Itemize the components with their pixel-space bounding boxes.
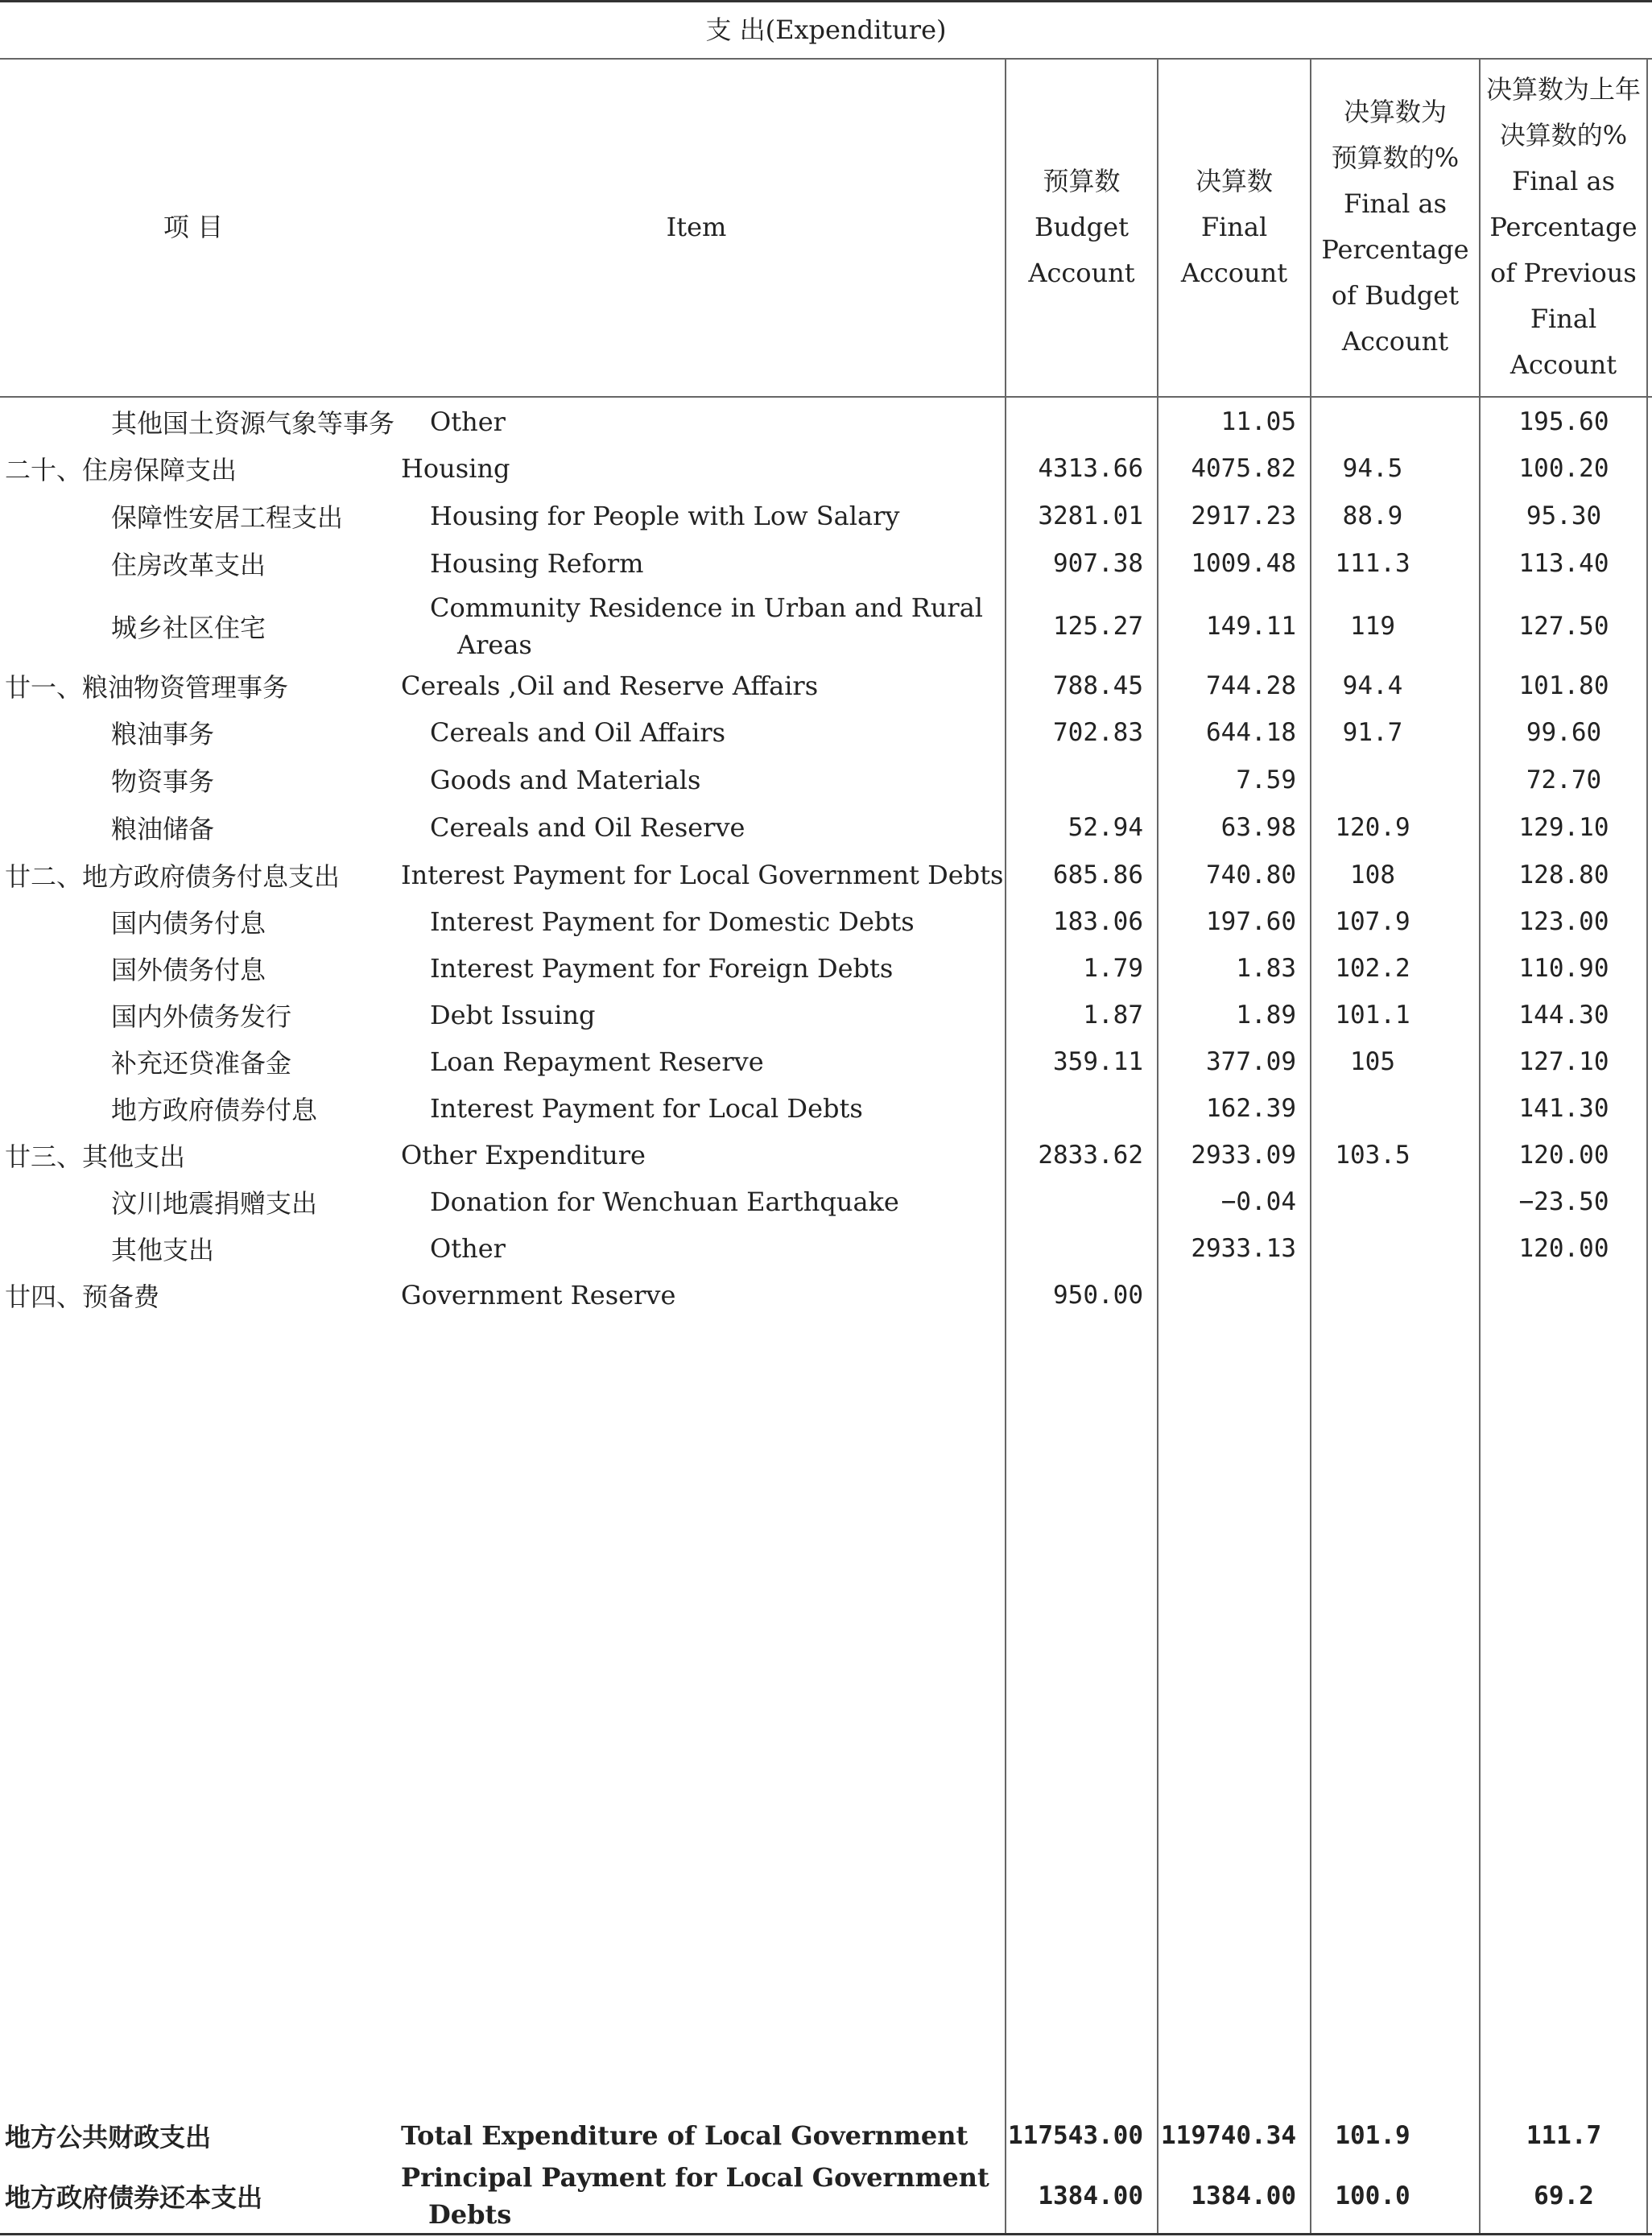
- table-row: [0, 1181, 1652, 1223]
- pct-previous-value: 129.10: [1518, 813, 1609, 842]
- pct-previous-value: 127.50: [1518, 612, 1609, 641]
- budget-value: 359.11: [1053, 1047, 1143, 1076]
- budget-value: [1006, 1181, 1143, 1223]
- pct-previous-value: [1481, 1274, 1646, 1316]
- pct-budget-value: 88.9: [1342, 501, 1403, 530]
- final-value: 1.89: [1236, 1001, 1296, 1030]
- table-row: [0, 1041, 1652, 1083]
- item-cn: 二十、住房保障支出: [5, 455, 237, 485]
- budget-value: [1006, 1228, 1143, 1269]
- item-cn: 其他国土资源气象等事务: [111, 408, 395, 439]
- pct-previous-value: 144.30: [1518, 1001, 1609, 1030]
- item-en: Interest Payment for Local Government Debts: [401, 860, 1004, 890]
- pct-previous-value: 72.70: [1526, 766, 1602, 795]
- budget-value: 702.83: [1053, 718, 1143, 747]
- final-value: −0.04: [1220, 1187, 1296, 1216]
- item-en: Interest Payment for Local Debts: [430, 1093, 863, 1124]
- item-en: Donation for Wenchuan Earthquake: [430, 1187, 899, 1217]
- pct-previous-value: 120.00: [1518, 1234, 1609, 1263]
- table-row: [0, 901, 1652, 943]
- item-en: Other Expenditure: [401, 1140, 646, 1170]
- pct-previous-value: −23.50: [1518, 1187, 1609, 1216]
- budget-value: 2833.62: [1038, 1141, 1143, 1170]
- total-item-cn: 地方公共财政支出: [5, 2122, 212, 2152]
- final-value: 377.09: [1206, 1047, 1296, 1076]
- item-en: Loan Repayment Reserve: [430, 1046, 764, 1077]
- total-row: [0, 2114, 1652, 2157]
- item-en: Housing Reform: [430, 548, 644, 579]
- budget-value: 183.06: [1053, 907, 1143, 936]
- item-cn: 廿三、其他支出: [5, 1141, 186, 1172]
- pct-budget-value: 102.2: [1335, 954, 1410, 983]
- item-cn: 物资事务: [111, 766, 215, 797]
- final-value: 2933.09: [1191, 1141, 1296, 1170]
- pct-budget-value: 119: [1350, 612, 1395, 641]
- item-cn: 国内债务付息: [111, 908, 266, 939]
- pct-budget-value: 103.5: [1335, 1141, 1410, 1170]
- total-pct-budget-value: 100.0: [1335, 2181, 1410, 2210]
- total-item-en: Total Expenditure of Local Government: [401, 2120, 968, 2151]
- final-value: 11.05: [1220, 407, 1296, 436]
- pct-budget-value: 105: [1350, 1047, 1395, 1076]
- pct-budget-value: [1312, 1088, 1433, 1129]
- table-row: [0, 994, 1652, 1036]
- pct-budget-value: [1312, 1181, 1433, 1223]
- pct-budget-value: 120.9: [1335, 813, 1410, 842]
- final-value: [1159, 1274, 1296, 1316]
- item-en: Housing for People with Low Salary: [430, 501, 900, 531]
- pct-budget-value: [1312, 401, 1433, 443]
- final-value: 162.39: [1206, 1094, 1296, 1123]
- pct-previous-value: 101.80: [1518, 671, 1609, 700]
- item-cn: 住房改革支出: [111, 550, 266, 580]
- pct-budget-value: 111.3: [1335, 549, 1410, 578]
- final-value: 63.98: [1220, 813, 1296, 842]
- item-cn: 国外债务付息: [111, 955, 266, 985]
- pct-previous-value: 120.00: [1518, 1141, 1609, 1170]
- pct-previous-value: 110.90: [1518, 954, 1609, 983]
- total-item-en: Principal Payment for Local Government Debts: [401, 2162, 989, 2230]
- final-value: 2917.23: [1191, 501, 1296, 530]
- table-top-rule: [0, 0, 1652, 2]
- item-en: Interest Payment for Domestic Debts: [430, 906, 915, 937]
- total-final-value: 1384.00: [1191, 2181, 1296, 2210]
- item-cn: 粮油储备: [111, 814, 215, 844]
- pct-budget-value: 94.4: [1342, 671, 1403, 700]
- total-budget-value: 1384.00: [1038, 2181, 1143, 2210]
- budget-value: 907.38: [1053, 549, 1143, 578]
- budget-value: 52.94: [1068, 813, 1143, 842]
- table-row: [0, 807, 1652, 848]
- table-row: [0, 947, 1652, 989]
- final-value: 7.59: [1236, 766, 1296, 795]
- total-pct-previous-value: 69.2: [1534, 2181, 1594, 2210]
- item-en: Cereals ,Oil and Reserve Affairs: [401, 671, 819, 701]
- table-row: [0, 1134, 1652, 1176]
- header-final-account: 决算数 Final Account: [1180, 165, 1288, 288]
- header-budget-account: 预算数 Budget Account: [1028, 165, 1135, 288]
- pct-previous-value: 113.40: [1518, 549, 1609, 578]
- budget-value: 788.45: [1053, 671, 1143, 700]
- final-value: 644.18: [1206, 718, 1296, 747]
- pct-budget-value: 101.1: [1335, 1001, 1410, 1030]
- table-row: [0, 1088, 1652, 1129]
- pct-previous-value: 99.60: [1526, 718, 1602, 747]
- final-value: 1.83: [1236, 954, 1296, 983]
- budget-value: 685.86: [1053, 861, 1143, 889]
- final-value: 197.60: [1206, 907, 1296, 936]
- total-budget-value: 117543.00: [1008, 2121, 1143, 2150]
- pct-previous-value: 95.30: [1526, 501, 1602, 530]
- pct-previous-value: 100.20: [1518, 454, 1609, 483]
- table-row: [0, 1274, 1652, 1316]
- total-pct-budget-value: 101.9: [1335, 2121, 1410, 2150]
- final-value: 1009.48: [1191, 549, 1296, 578]
- budget-value: [1006, 1088, 1143, 1129]
- table-caption: 支 出(Expenditure): [705, 14, 947, 45]
- pct-budget-value: 108: [1350, 861, 1395, 889]
- item-cn: 廿二、地方政府债务付息支出: [5, 861, 341, 892]
- pct-previous-value: 195.60: [1518, 407, 1609, 436]
- total-item-cn: 地方政府债券还本支出: [5, 2182, 263, 2213]
- table-row: [0, 759, 1652, 801]
- item-en: Cereals and Oil Reserve: [430, 812, 745, 843]
- item-cn: 城乡社区住宅: [111, 613, 266, 643]
- table-row: [0, 588, 1652, 665]
- table-row: [0, 1228, 1652, 1269]
- final-value: 744.28: [1206, 671, 1296, 700]
- pct-previous-value: 127.10: [1518, 1047, 1609, 1076]
- pct-budget-value: 91.7: [1342, 718, 1403, 747]
- budget-value: 125.27: [1053, 612, 1143, 641]
- header-item-en: Item: [666, 211, 727, 242]
- item-en: Other: [430, 1233, 506, 1264]
- total-final-value: 119740.34: [1161, 2121, 1296, 2150]
- pct-previous-value: 123.00: [1518, 907, 1609, 936]
- table-row: [0, 448, 1652, 489]
- pct-budget-value: 94.5: [1342, 454, 1403, 483]
- final-value: 2933.13: [1191, 1234, 1296, 1263]
- budget-value: [1006, 401, 1143, 443]
- item-en: Debt Issuing: [430, 1000, 596, 1030]
- budget-value: [1006, 759, 1143, 801]
- table-row: [0, 665, 1652, 707]
- item-cn: 其他支出: [111, 1235, 215, 1265]
- table-row: [0, 495, 1652, 537]
- budget-value: 950.00: [1053, 1281, 1143, 1310]
- table-bottom-rule: [0, 2233, 1652, 2235]
- table-row: [0, 854, 1652, 896]
- item-cn: 汶川地震捐赠支出: [111, 1188, 318, 1219]
- pct-budget-value: 107.9: [1335, 907, 1410, 936]
- pct-previous-value: 141.30: [1518, 1094, 1609, 1123]
- final-value: 740.80: [1206, 861, 1296, 889]
- item-cn: 保障性安居工程支出: [111, 502, 344, 533]
- item-en: Housing: [401, 453, 510, 484]
- pct-budget-value: [1312, 1228, 1433, 1269]
- item-cn: 补充还贷准备金: [111, 1048, 292, 1079]
- item-en: Other: [430, 407, 506, 437]
- item-en: Community Residence in Urban and Rural Areas: [430, 592, 984, 660]
- table-row: [0, 401, 1652, 443]
- item-en: Interest Payment for Foreign Debts: [430, 953, 894, 984]
- pct-budget-value: [1312, 1274, 1433, 1316]
- header-final-pct-budget: 决算数为 预算数的% Final as Percentage of Budget Account: [1321, 97, 1469, 357]
- total-pct-previous-value: 111.7: [1526, 2121, 1602, 2150]
- item-cn: 粮油事务: [111, 719, 215, 749]
- item-en: Cereals and Oil Affairs: [430, 717, 726, 748]
- item-en: Goods and Materials: [430, 765, 701, 795]
- item-cn: 廿四、预备费: [5, 1282, 160, 1312]
- budget-value: 4313.66: [1038, 454, 1143, 483]
- total-row: [0, 2159, 1652, 2233]
- item-cn: 廿一、粮油物资管理事务: [5, 672, 289, 703]
- item-en: Government Reserve: [401, 1280, 676, 1310]
- header-final-pct-previous: 决算数为上年 决算数的% Final as Percentage of Previous Final Account: [1485, 73, 1641, 380]
- budget-value: 3281.01: [1038, 501, 1143, 530]
- item-cn: 国内外债务发行: [111, 1001, 292, 1032]
- budget-value: 1.87: [1083, 1001, 1143, 1030]
- header-item-cn: 项 目: [163, 211, 224, 242]
- header-rule: [0, 396, 1652, 398]
- budget-value: 1.79: [1083, 954, 1143, 983]
- pct-budget-value: [1312, 759, 1433, 801]
- item-cn: 地方政府债券付息: [111, 1095, 318, 1125]
- pct-previous-value: 128.80: [1518, 861, 1609, 889]
- table-row: [0, 543, 1652, 584]
- table-row: [0, 712, 1652, 753]
- final-value: 4075.82: [1191, 454, 1296, 483]
- final-value: 149.11: [1206, 612, 1296, 641]
